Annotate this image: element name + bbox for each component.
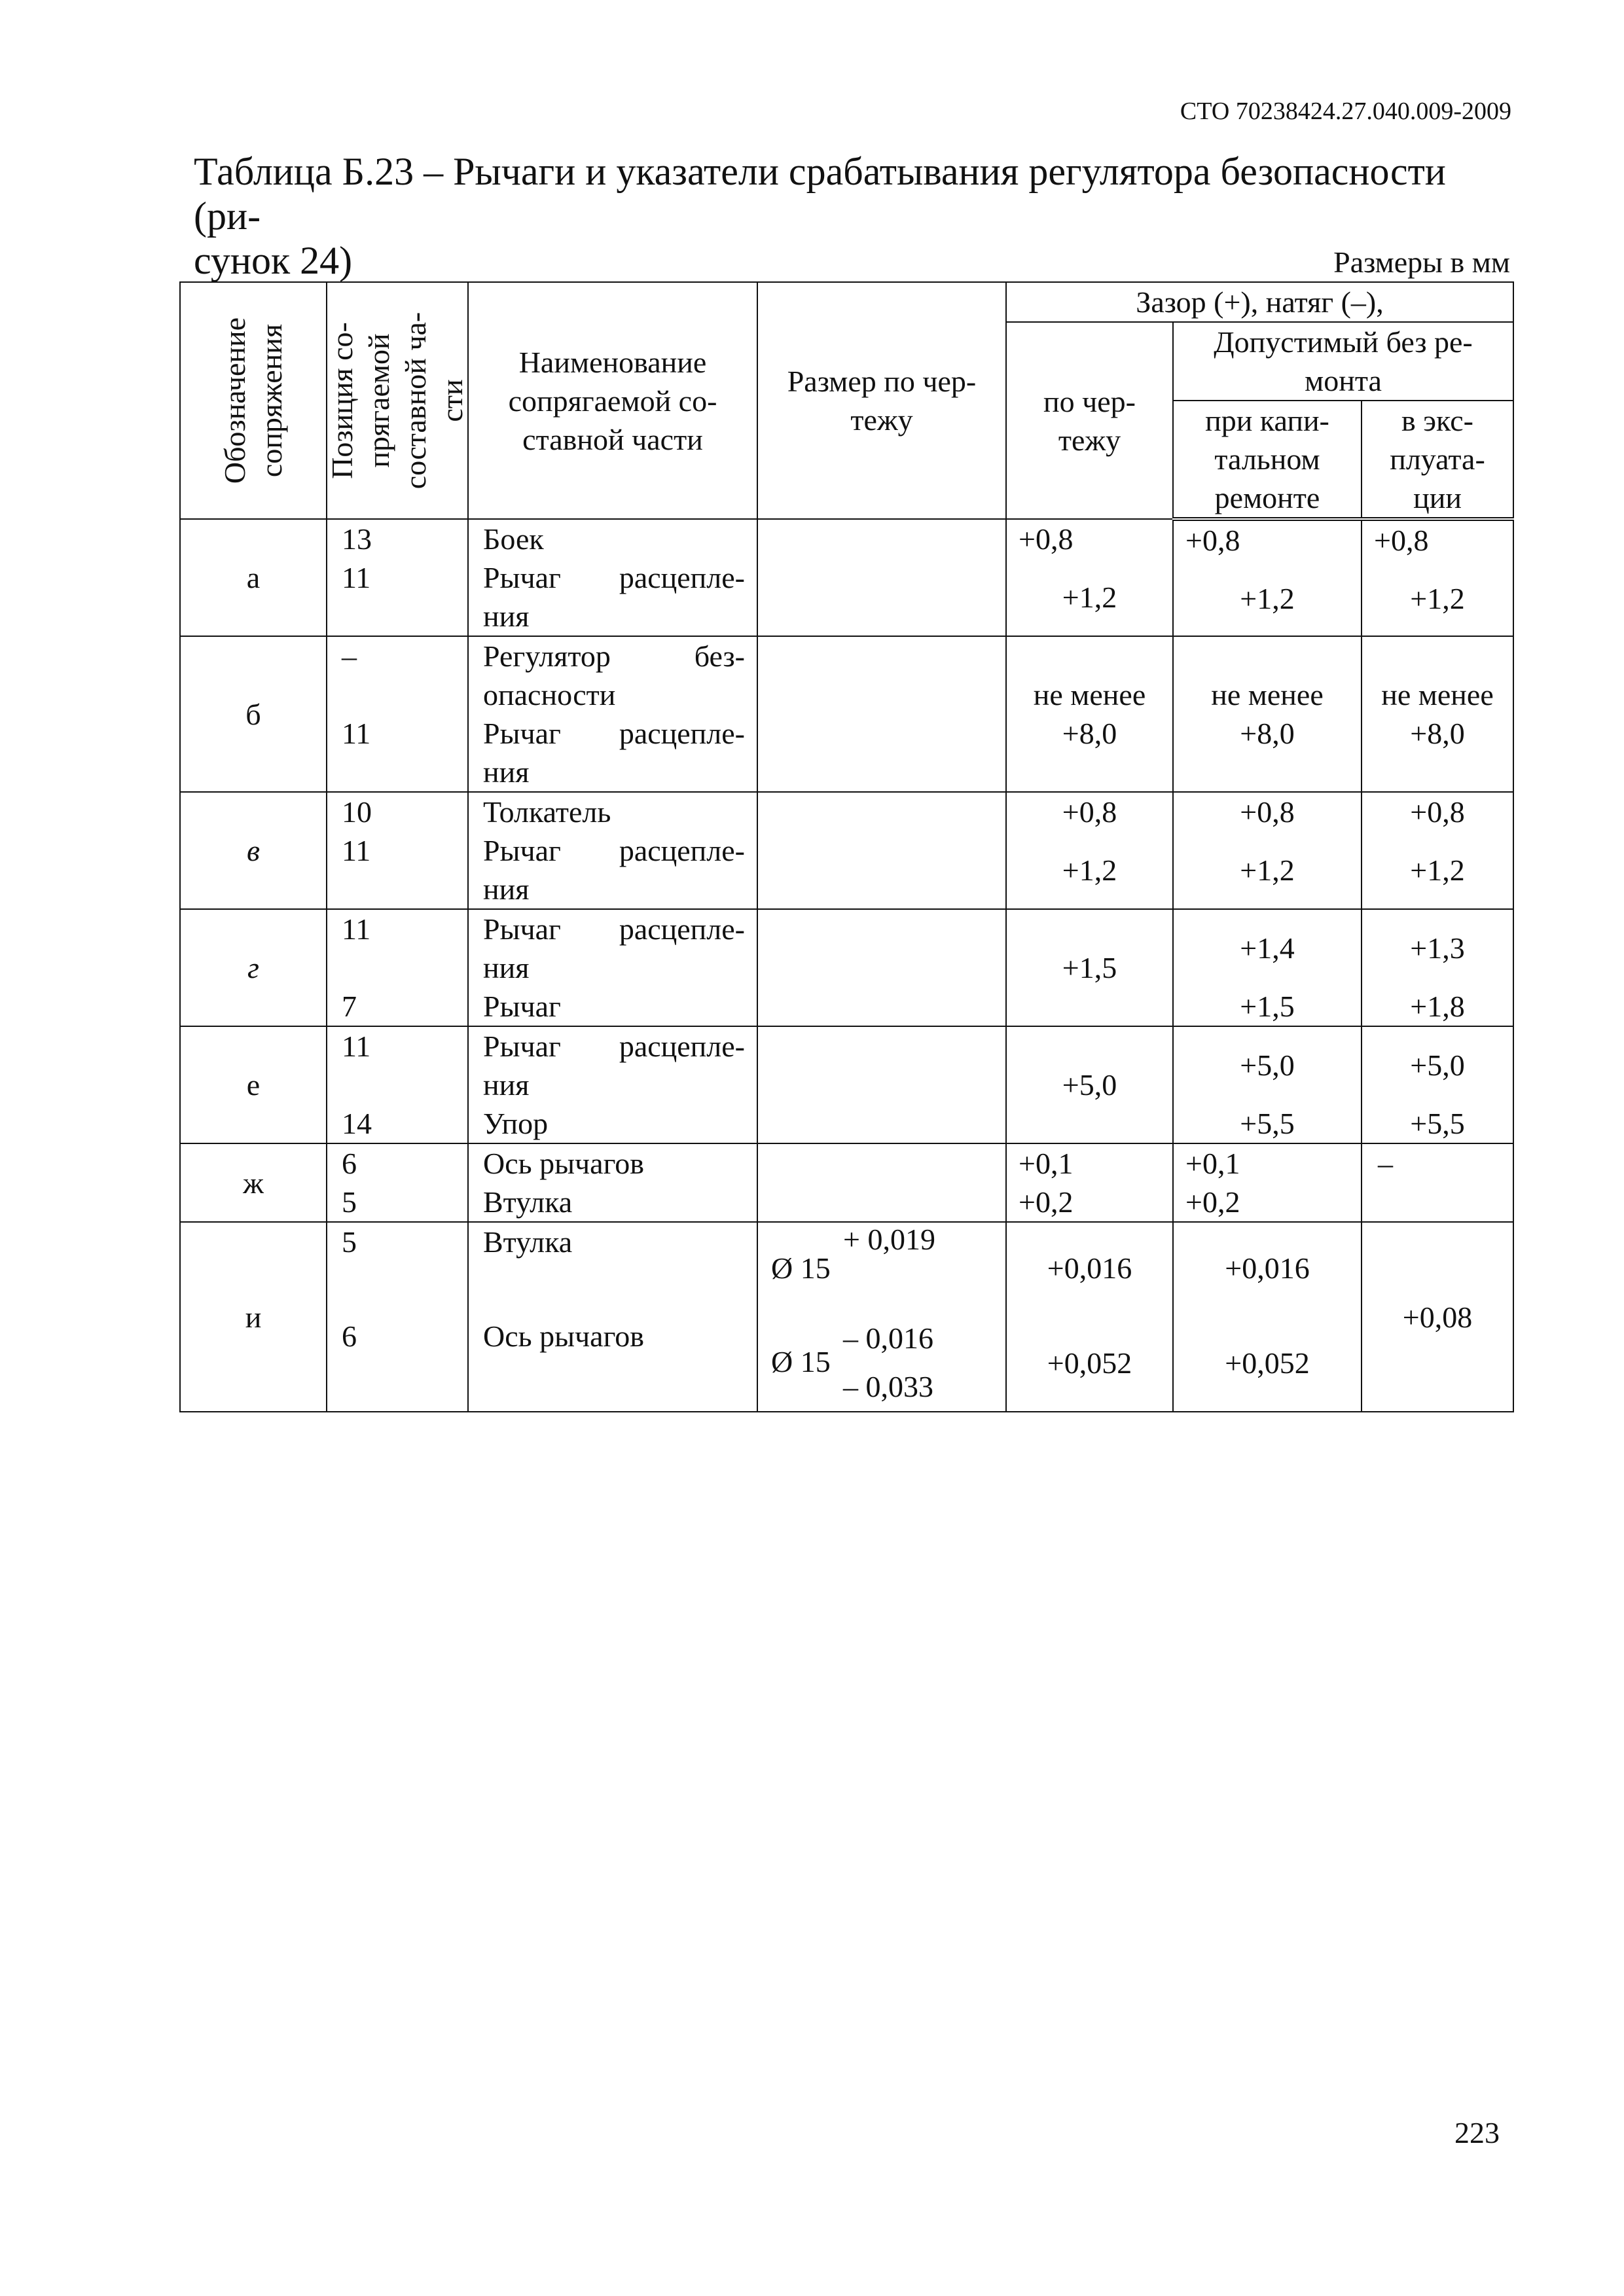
header-capital-repair: при капи- тальном ремонте [1173, 401, 1362, 519]
drawing-gap-cell: +0,8 +1,2 [1006, 519, 1173, 636]
parts-table [179, 281, 1514, 1412]
capital-repair-cell: не менее +8,0 [1173, 636, 1362, 792]
table-row [180, 1026, 1513, 1143]
position-cell: – 11 [327, 636, 468, 792]
capital-repair-cell: +0,016 +0,052 [1173, 1222, 1362, 1412]
name-cell: Боек Рычаг расцепле- ния [468, 519, 757, 636]
operation-cell: +1,3 +1,8 [1362, 909, 1513, 1026]
name-cell: Ось рычагов Втулка [468, 1143, 757, 1222]
document-code: СТО 70238424.27.040.009-2009 [1180, 98, 1511, 125]
table-title-line-2: сунок 24) [194, 239, 353, 282]
position-cell: 13 11 [327, 519, 468, 636]
header-designation: Обозначение сопряжения [180, 282, 327, 519]
designation-cell: е [180, 1026, 327, 1143]
header-name: Наименование сопрягаемой со- ставной части [468, 282, 757, 519]
position-cell: 6 5 [327, 1143, 468, 1222]
size-cell [757, 792, 1006, 909]
table-row [180, 1222, 1513, 1412]
operation-cell: +0,08 [1362, 1222, 1513, 1412]
capital-repair-cell: +0,8 +1,2 [1173, 519, 1362, 636]
drawing-gap-cell: +0,8 +1,2 [1006, 792, 1173, 909]
drawing-gap-cell: +5,0 [1006, 1026, 1173, 1143]
designation-cell: и [180, 1222, 327, 1412]
designation-cell: ж [180, 1143, 327, 1222]
header-operation: в экс- плуата- ции [1362, 401, 1513, 519]
page-number: 223 [1454, 2116, 1500, 2149]
designation-cell: в [180, 792, 327, 909]
designation-cell: б [180, 636, 327, 792]
position-cell: 11 14 [327, 1026, 468, 1143]
table-row [180, 792, 1513, 909]
header-allowed: Допустимый без ре- монта [1173, 322, 1513, 401]
table-title [194, 149, 1496, 283]
table-row [180, 519, 1513, 636]
size-cell [757, 1026, 1006, 1143]
position-cell: 10 11 [327, 792, 468, 909]
operation-cell: – [1362, 1143, 1513, 1222]
name-cell: Рычаг расцепле- ния Рычаг [468, 909, 757, 1026]
header-position: Позиция со- прягаемой составной ча- сти [327, 282, 468, 519]
capital-repair-cell: +5,0 +5,5 [1173, 1026, 1362, 1143]
designation-cell: г [180, 909, 327, 1026]
header-gap: Зазор (+), натяг (–), [1006, 282, 1513, 322]
size-cell [757, 909, 1006, 1026]
drawing-gap-cell: +0,016 +0,052 [1006, 1222, 1173, 1412]
position-cell: 11 7 [327, 909, 468, 1026]
table-row [180, 636, 1513, 792]
capital-repair-cell: +0,1 +0,2 [1173, 1143, 1362, 1222]
name-cell: Втулка Ось рычагов [468, 1222, 757, 1412]
drawing-gap-cell: +1,5 [1006, 909, 1173, 1026]
table-row [180, 1143, 1513, 1222]
units-note: Размеры в мм [1333, 245, 1510, 279]
table-row [180, 909, 1513, 1026]
designation-cell: а [180, 519, 327, 636]
operation-cell: +5,0 +5,5 [1362, 1026, 1513, 1143]
table-title-line-1: Таблица Б.23 – Рычаги и указатели срабатывания регулятора безопасности (ри- [194, 150, 1446, 238]
header-drawing: по чер- тежу [1006, 322, 1173, 519]
operation-cell: +0,8 +1,2 [1362, 519, 1513, 636]
size-cell [757, 1222, 1006, 1412]
operation-cell: +0,8 +1,2 [1362, 792, 1513, 909]
header-size: Размер по чер- тежу [757, 282, 1006, 519]
name-cell: Регулятор без- опасности Рычаг расцепле- ния [468, 636, 757, 792]
size-cell [757, 636, 1006, 792]
capital-repair-cell: +1,4 +1,5 [1173, 909, 1362, 1026]
capital-repair-cell: +0,8 +1,2 [1173, 792, 1362, 909]
operation-cell: не менее +8,0 [1362, 636, 1513, 792]
dimension-tolerance-1: + 0,019 Ø 15 [771, 1223, 935, 1285]
name-cell: Толкатель Рычаг расцепле- ния [468, 792, 757, 909]
drawing-gap-cell: +0,1 +0,2 [1006, 1143, 1173, 1222]
size-cell [757, 519, 1006, 636]
drawing-gap-cell: не менее +8,0 [1006, 636, 1173, 792]
name-cell: Рычаг расцепле- ния Упор [468, 1026, 757, 1143]
dimension-tolerance-2: – 0,016 Ø 15 – 0,033 [771, 1321, 933, 1403]
size-cell [757, 1143, 1006, 1222]
position-cell: 5 6 [327, 1222, 468, 1412]
